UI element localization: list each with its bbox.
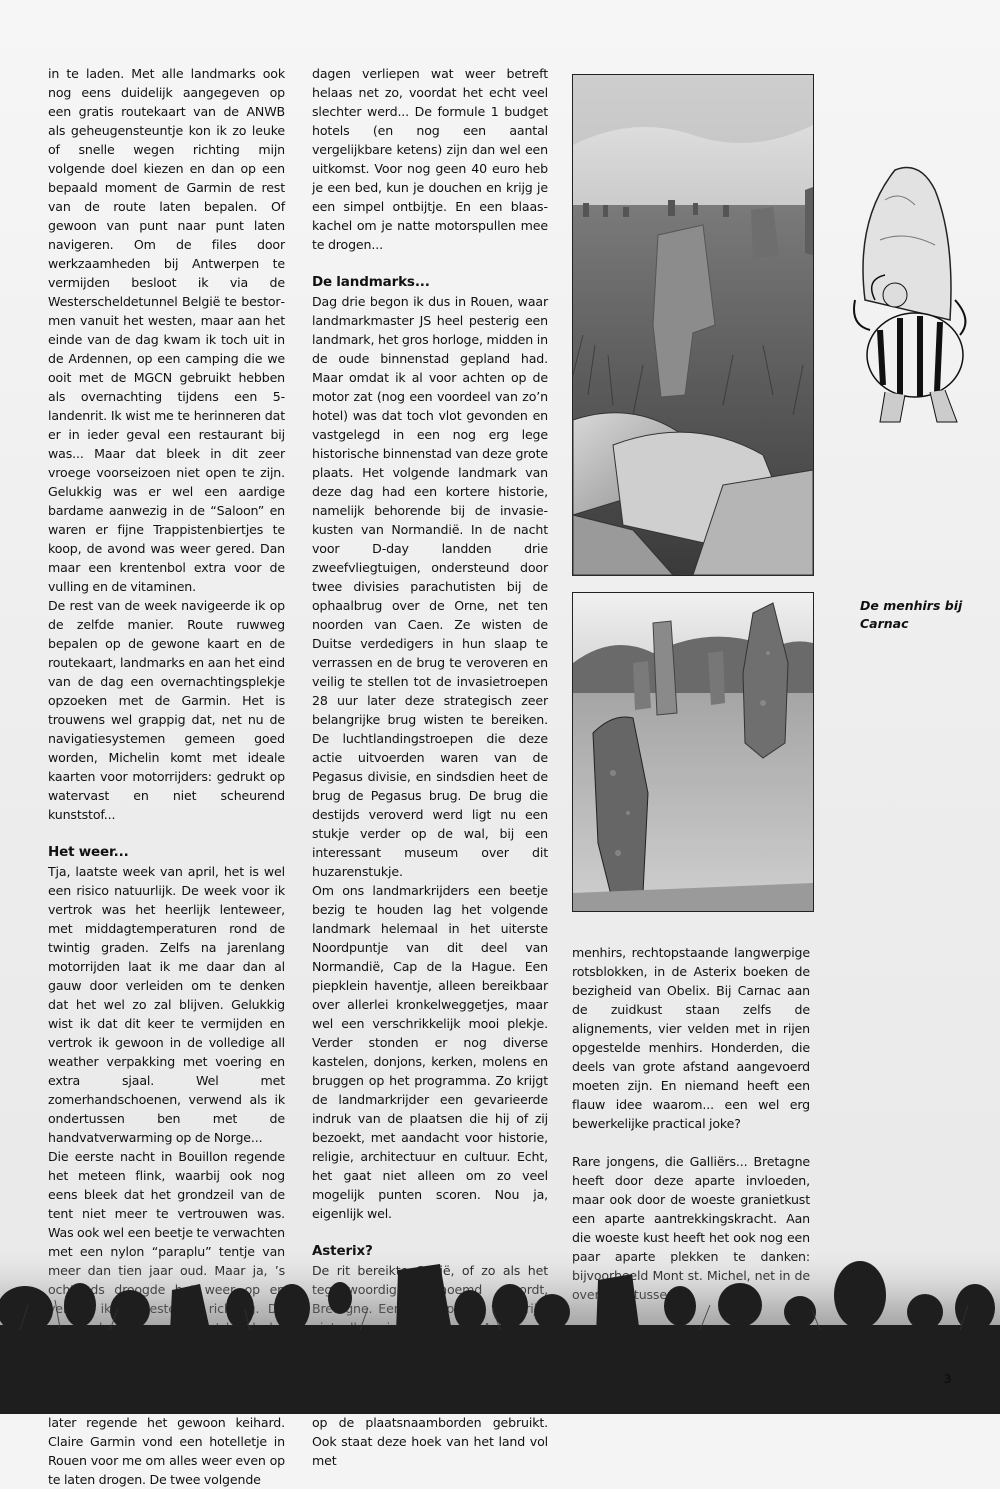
paragraph: Tja, laatste week van april, het is wel een risico natuurlijk. De week voor ik vertrok was het heerlijk lenteweer, met middagtemperaturen rond de twintig graden. Zelfs na jarenlang motorrijden laat ik me daar dan al gauw door verleiden om te denken dat het wel zo zal blijven. Gelukkig wist ik dat dit keer te vermijden en vertrok ik gewoon in de volledige all weather verpakking met voering en extra sjaal. Wel met zomerhandschoenen, verwend als ik ondertussen ben met de handvatverwarming op de Norge... [48,864,285,1145]
page-number: 3 [943,1372,952,1386]
paragraph: De rest van de week navigeerde ik op de zelfde manier. Route ruwweg bepalen op de gewone kaart en de routekaart, landmarks en aan het eind van de dag een overnachtingsplekje opzoeken met de Garmin. Het is trouwens wel grappig dat, net nu de navigatiesystemen gemeen goed worden, Michelin komt met ideale kaarten voor motorrijders: gedrukt op watervast en niet scheurend kunststof... [48,598,285,822]
paragraph: in te laden. Met alle landmarks ook nog eens duidelijk aangegeven op een gratis routekaart van de ANWB als geheugensteuntje kon ik zo leuke of snelle wegen richting mijn volgende doel kiezen en dan op een bepaald moment de Garmin de rest van de route laten bepalen. Of gewoon van punt naar punt laten navigeren. Om de files door werkzaamheden bij Antwerpen te vermijden besloot ik via de Westerscheldetunnel België te bestormen vanuit het westen, maar aan het einde van de dag kwam ik toch uit in de Ardennen, op een camping die we ooit met de MGCN gebruikt hebben als overnachting tijdens een 5-landenrit. Ik wist me te herinneren dat er in ieder geval een restaurant bij was... Maar dat bleek in dit zeer vroege voorseizoen niet open te zijn. Gelukkig was er wel een aardige bardame aanwezig in de “Saloon” en waren er fijne Trappistenbiertjes te koop, de avond was weer gered. Dan maar een krentenbol extra voor de vulling en de vitaminen. [48,66,285,594]
paragraph: menhirs, rechtopstaande langwerpige rotsblokken, in de Asterix boeken de bezigheid van Obelix. Bij Carnac aan de zuidkust staan zelfs de alignements, vier velden met in rijen opgestelde menhirs. Honderden, die deels van grote afstand aangevoerd moeten zijn. En niemand heeft een flauw idee waarom... een wel erg bewerkelijke practical joke? [572,945,810,1131]
section-heading-weather: Het weer... [48,844,129,860]
paragraph: Rare jongens, die Galliërs... Bretagne heeft door deze aparte invloeden, maar ook door de woeste granietkust een aparte aantrekkingskracht. Aan die woeste kust heeft het ook nog een [572,1154,810,1245]
paragraph: op de plaatsnaamborden gebruikt. Ook staat deze hoek van het land vol met [312,1415,548,1468]
paragraph: Om ons landmarkrijders een beetje bezig te houden lag het volgende landmark helemaal in het uiterste Noordpuntje van dit deel van Normandië, Cap de la Hague. Een piepklein haventje, alleen bereikbaar over allerlei kronkelweggetjes, maar wel een verschrikkelijk mooi plekje. Verder stonden er nog diverse kastelen, donjons, kerken, molens en bruggen op het programma. Zo krijgt de landmarkrijder een gevarieerde indruk van de plaatsen die hij of zij bezoekt, met aandacht voor historie, religie, architectuur en cultuur. Echt, het gaat niet alleen om zo veel mogelijk punten scoren. Nou ja, eigenlijk wel. [312,883,548,1221]
paragraph: Die eerste nacht in Bouillon regende het meteen flink, waarbij ook nog eens bleek dat het grondzeil van de tent niet meer te vertrouwen was. Was ook wel een beetje te verwachten later regende het gewoon keihard. Claire Garmin vond een hotelletje in Rouen voor me om alles weer even op te laten drogen. De twee volgende [48,1149,285,1487]
paragraph: dagen verliepen wat weer betreft helaas net zo, voordat het echt veel slechter werd... De formule 1 budget hotels (en nog een aantal vergelijkbare ketens) zijn dan wel een uitkomst. Voor nog geen 40 euro heb je een bed, kun je douchen en krijg je een simpel ontbijtje. En een blaaskachel om je natte motorspullen mee te drogen... [312,66,548,252]
photo-caption: De menhirs bij Carnac [860,598,963,631]
section-heading-landmarks: De landmarks... [312,274,430,290]
paragraph: Dag drie begon ik dus in Rouen, waar landmarkmaster JS heel pesterig een landmark, het gros horloge, midden in de oude binnenstad gepland had. Maar omdat ik al voor achten op de motor zat (nog een voordeel van zo’n hotel) was dat toch vlot gevonden en vastgelegd in een nog erg lege historische binnenstad van deze grote plaats. Het volgende landmark van deze dag had een kortere historie, namelijk behorende bij de invasiekusten van Normandië. In de nacht voor D-day landden drie zweefvliegtuigen, ondersteund door twee divisies parachutisten bij de ophaalbrug over de Orne, net ten noorden van Caen. Ze wisten de Duitse verdedigers in hun slaap te verrassen en de brug te veroveren en veilig te stellen tot de invasietroepen 28 uur later deze strategisch zeer belangrijke brug wisten te bereiken. De luchtlandingstroepen die deze actie uitvoerden waren van de Pegasus divisie, en sindsdien heet de brug de Pegasus brug. De brug die destijds veroverd werd ligt nu een stukje verder op de wal, bij een interessant museum over dit huzarenstukje. [312,294,548,879]
standing-stones-photo [572,592,814,912]
menhir-field-photo [572,74,814,576]
obelix-cartoon [845,160,995,430]
menhir-silhouette-strip [0,1250,1000,1414]
